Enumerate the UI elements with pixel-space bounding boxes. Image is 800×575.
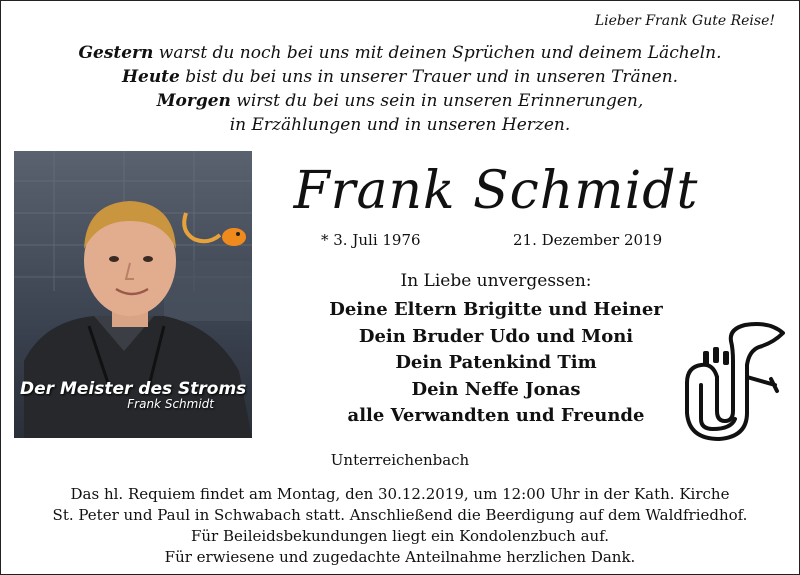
photo-caption-title: Der Meister des Stroms [20,379,247,399]
death-date: 21. Dezember 2019 [513,231,663,249]
notice-line: St. Peter und Paul in Schwabach statt. Anschließend die Beerdigung auf dem Waldfriedhof. [52,506,748,524]
place-name: Unterreichenbach [330,451,470,469]
poem-line [1,65,799,89]
notice-line: Das hl. Requiem findet am Montag, den 30.12.2019, um 12:00 Uhr in der Kath. Kirche [70,485,730,503]
deceased-name: Frank Schmidt [293,161,699,221]
mourning-intro: In Liebe unvergessen: [400,271,592,291]
poem-line [1,113,799,137]
notice-line: Für Beileidsbekundungen liegt ein Kondolenzbuch auf. [190,527,609,545]
portrait-photo [14,151,252,438]
poem-text: wirst du bei uns sein in unseren Erinnerungen, [230,91,644,111]
mourners-list [291,297,701,430]
birth-date: * 3. Juli 1976 [321,231,421,249]
poem-lead: Gestern [78,43,154,63]
mourner-line: alle Verwandten und Freunde [347,405,645,426]
poem-text: warst du noch bei uns mit deinen Sprüchen und deinem Lächeln. [153,43,722,63]
mourner-line: Dein Patenkind Tim [395,352,597,373]
mourner-line: Dein Bruder Udo und Moni [358,325,634,347]
photo-caption [20,379,250,411]
notice-line: Für erwiesene und zugedachte Anteilnahme herzlichen Dank. [164,548,636,566]
poem-lead: Morgen [156,91,231,111]
poem-lead: Heute [121,67,180,87]
mourner-line: Dein Neffe Jonas [411,378,581,400]
tuba-icon [673,321,785,443]
poem-line [1,89,799,113]
photo-caption-name: Frank Schmidt [127,397,214,411]
farewell-line: Lieber Frank Gute Reise! [594,13,775,29]
poem [1,41,799,137]
funeral-notice [1,484,799,568]
mourner-line: Deine Eltern Brigitte und Heiner [329,299,663,320]
poem-text: in Erzählungen und in unseren Herzen. [229,115,571,135]
poem-text: bist du bei uns in unserer Trauer und in unseren Tränen. [179,67,679,87]
poem-line [1,41,799,65]
